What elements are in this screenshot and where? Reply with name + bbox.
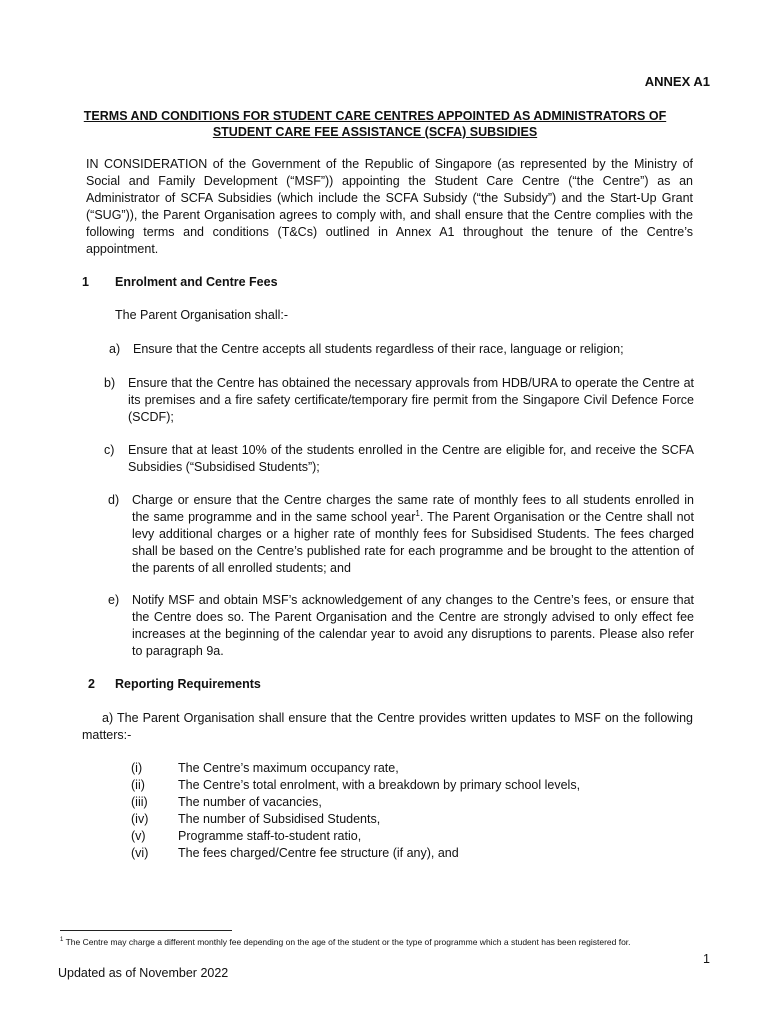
list-text: The number of Subsidised Students, (178, 812, 381, 826)
list-text: The Centre’s total enrolment, with a breakdown by primary school levels, (178, 778, 581, 792)
section-2-paragraph-a: a) The Parent Organisation shall ensure that the Centre provides written updates to MSF on the following matters:- (82, 711, 693, 742)
section-1-lead: The Parent Organisation shall:- (115, 308, 289, 322)
item-label: c) (104, 443, 115, 457)
page-number: 1 (703, 952, 710, 966)
item-text: Ensure that the Centre has obtained the necessary approvals from HDB/URA to operate the Centre at its premises and a fire safety certificate/temporary fire permit from the Singapore Civil Defence Force (SCDF); (128, 376, 694, 424)
list-text: The number of vacancies, (178, 795, 322, 809)
list-item-a (109, 341, 694, 358)
item-text: Notify MSF and obtain MSF’s acknowledgement of any changes to the Centre’s fees, or ensure that the Centre does so. The Parent Organisation and the Centre are strongly advised to only effect fee increases at the beginning of the calendar year to avoid any disruptions to parents. Please also refer to paragraph 9a. (132, 593, 694, 658)
list-number: (ii) (131, 778, 145, 792)
footnote-text: The Centre may charge a different monthly fee depending on the age of the student or the type of programme which a student has been registered for. (65, 937, 631, 947)
item-text: Ensure that at least 10% of the students enrolled in the Centre are eligible for, and receive the SCFA Subsidies (“Subsidised Students”); (128, 443, 694, 474)
item-text (132, 492, 694, 577)
section-2-title: Reporting Requirements (115, 677, 261, 691)
footnote (60, 937, 631, 947)
section-1-number: 1 (82, 275, 89, 289)
footnote-reference[interactable]: 1 (415, 508, 420, 518)
item-text: Ensure that the Centre accepts all students regardless of their race, language or religion; (133, 342, 624, 356)
item-text-part: Charge or ensure that the Centre charges the same rate of monthly fees to all students enrolled in the same programme and in the same school year (132, 493, 694, 524)
list-text: The Centre’s maximum occupancy rate, (178, 761, 399, 775)
intro-paragraph: IN CONSIDERATION of the Government of the Republic of Singapore (as represented by the Ministry of Social and Family Development (“MSF”)) appointing the Student Care Centre (“the Centre”) as an Administrator of SCFA Subsidies (which include the SCFA Subsidy (“the Subsidy”) and the Start-Up Grant (“SUG”)), the Parent Organisation agrees to comply with, and shall ensure that the Centre complies with the following terms and conditions (T&Cs) outlined in Annex A1 throughout the tenure of the Centre’s appointment. (86, 157, 693, 256)
updated-date: Updated as of November 2022 (58, 966, 229, 980)
list-number: (i) (131, 761, 143, 775)
list-number: (vi) (131, 846, 149, 860)
list-number: (iv) (131, 812, 149, 826)
item-label: b) (104, 376, 116, 390)
item-text-part: . The Parent Organisation or the Centre shall not levy additional charges or a higher rate of monthly fees for Subsidised Students. The fees charged shall be based on the Centre’s published rate for each programme and be brought to the attention of the parents of all enrolled students; and (132, 510, 694, 575)
list-text: The fees charged/Centre fee structure (if any), and (178, 846, 459, 860)
list-number: (v) (131, 829, 146, 843)
section-2-number: 2 (88, 677, 95, 691)
item-label: e) (108, 593, 120, 607)
list-item-d (108, 492, 694, 577)
footnote-divider (60, 930, 232, 931)
list-item-e (108, 592, 694, 660)
item-label: d) (108, 493, 120, 507)
section-1-title: Enrolment and Centre Fees (115, 275, 278, 289)
list-text: Programme staff-to-student ratio, (178, 829, 362, 843)
footnote-mark: 1 (60, 937, 64, 944)
annex-label: ANNEX A1 (644, 74, 710, 89)
list-item-b (104, 375, 694, 426)
list-number: (iii) (131, 795, 148, 809)
list-item-c (104, 442, 694, 476)
item-label: a) (109, 342, 121, 356)
document-title: TERMS AND CONDITIONS FOR STUDENT CARE CENTRES APPOINTED AS ADMINISTRATORS OF STUDENT CARE FEE ASSISTANCE (SCFA) SUBSIDIES (83, 109, 667, 139)
